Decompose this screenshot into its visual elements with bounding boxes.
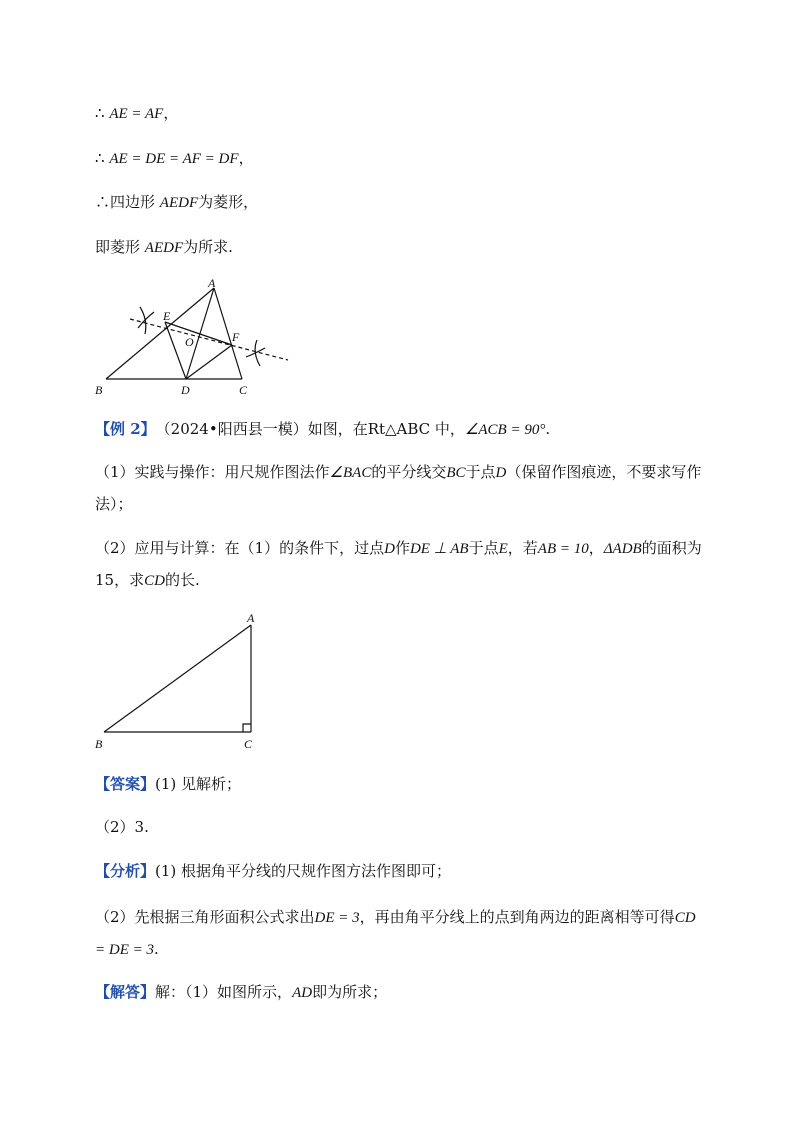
segment-DF <box>186 345 232 379</box>
math-expression: E <box>498 541 508 557</box>
analysis-text: ，再由角平分线上的点到角两边的距离相等可得 <box>359 908 675 926</box>
label-A: A <box>208 276 216 290</box>
question-1 <box>95 457 707 520</box>
math-expression: AE = DE = AF = DF <box>109 151 239 167</box>
question-text: 作 <box>394 539 410 557</box>
label-B: B <box>95 383 103 397</box>
math-expression: AD <box>292 985 313 1001</box>
right-triangle-figure <box>90 605 270 755</box>
analysis-line-2 <box>95 902 707 966</box>
proof-line-2 <box>95 148 254 169</box>
question-text: 于点 <box>465 463 496 481</box>
solution-tag: 【解答】 <box>95 983 156 1001</box>
math-expression: BC <box>446 465 466 481</box>
therefore-prefix: ∴ <box>95 104 110 122</box>
proof-line-1 <box>95 103 178 124</box>
question-text: 的面积为 15，求 <box>95 539 702 589</box>
label-C: C <box>239 383 248 397</box>
punctuation: ， <box>163 104 179 122</box>
segment-ED <box>165 322 186 379</box>
analysis-text: （2）先根据三角形面积公式求出 <box>95 908 315 926</box>
answer-line <box>95 774 241 794</box>
question-text: （保留作图痕迹，不要求写作法）； <box>95 463 702 513</box>
math-expression: AE = AF <box>109 106 164 122</box>
math-expression: DE ⊥ AB <box>409 541 469 557</box>
question-text: （1）实践与操作：用尺规作图法作 <box>95 463 330 481</box>
label-D: D <box>181 383 190 397</box>
solution-text: 解：（1）如图所示， <box>155 983 293 1001</box>
math-expression: ΔADB <box>603 541 642 557</box>
analysis-line <box>95 861 451 881</box>
question-text: 的平分线交 <box>371 463 447 481</box>
punctuation: ， <box>238 149 254 167</box>
proof-line-4 <box>95 237 233 258</box>
question-text: ，若 <box>507 539 538 557</box>
segment-EF <box>165 322 232 345</box>
answer-line-2 <box>95 817 149 837</box>
right-angle-marker <box>243 724 251 732</box>
math-expression: ∠BAC <box>329 465 372 481</box>
analysis-text: . <box>154 940 159 958</box>
label-C: C <box>244 737 253 751</box>
solution-line <box>95 982 387 1003</box>
answer-text: (1) 见解析； <box>155 775 242 793</box>
answer-tag: 【答案】 <box>95 775 156 793</box>
math-expression: AEDF <box>159 195 199 211</box>
math-expression: AB = 10 <box>537 541 589 557</box>
label-B: B <box>95 737 103 751</box>
math-expression: ∠ACB = 90° <box>464 422 546 438</box>
line-text: 为菱形， <box>198 193 259 211</box>
analysis-tag: 【分析】 <box>95 862 156 880</box>
punctuation: . <box>545 420 551 438</box>
therefore-prefix: ∴ <box>95 149 110 167</box>
math-expression: CD <box>144 573 165 589</box>
math-expression: AEDF <box>144 240 184 256</box>
question-text: 于点 <box>468 539 499 557</box>
question-2 <box>95 533 707 597</box>
math-expression: DE = 3 <box>314 910 360 926</box>
label-A: A <box>247 611 255 625</box>
math-expression: D <box>384 541 395 557</box>
proof-line-3 <box>95 192 258 213</box>
line-text: 为所求. <box>183 238 233 256</box>
label-O: O <box>185 335 194 349</box>
question-text: ， <box>588 539 604 557</box>
label-E: E <box>163 309 171 323</box>
line-text: ∴四边形 <box>95 193 160 211</box>
question-text: 的长. <box>164 571 200 589</box>
answer-text: （2）3. <box>95 818 149 836</box>
solution-text: 即为所求； <box>312 983 388 1001</box>
math-expression: CD = DE = 3 <box>95 910 696 958</box>
example-text: （2024•阳西县一模）如图，在Rt△ABC 中， <box>148 420 465 438</box>
example-heading <box>95 419 550 440</box>
analysis-text: (1) 根据角平分线的尺规作图方法作图即可； <box>155 862 452 880</box>
label-F: F <box>232 330 240 344</box>
segment-AB <box>104 625 251 732</box>
line-text: 即菱形 <box>95 238 145 256</box>
rhombus-figure <box>90 272 300 402</box>
math-expression: D <box>495 465 507 481</box>
example-tag: 【例 2】 <box>95 420 149 438</box>
question-text: （2）应用与计算：在（1）的条件下，过点 <box>95 539 385 557</box>
